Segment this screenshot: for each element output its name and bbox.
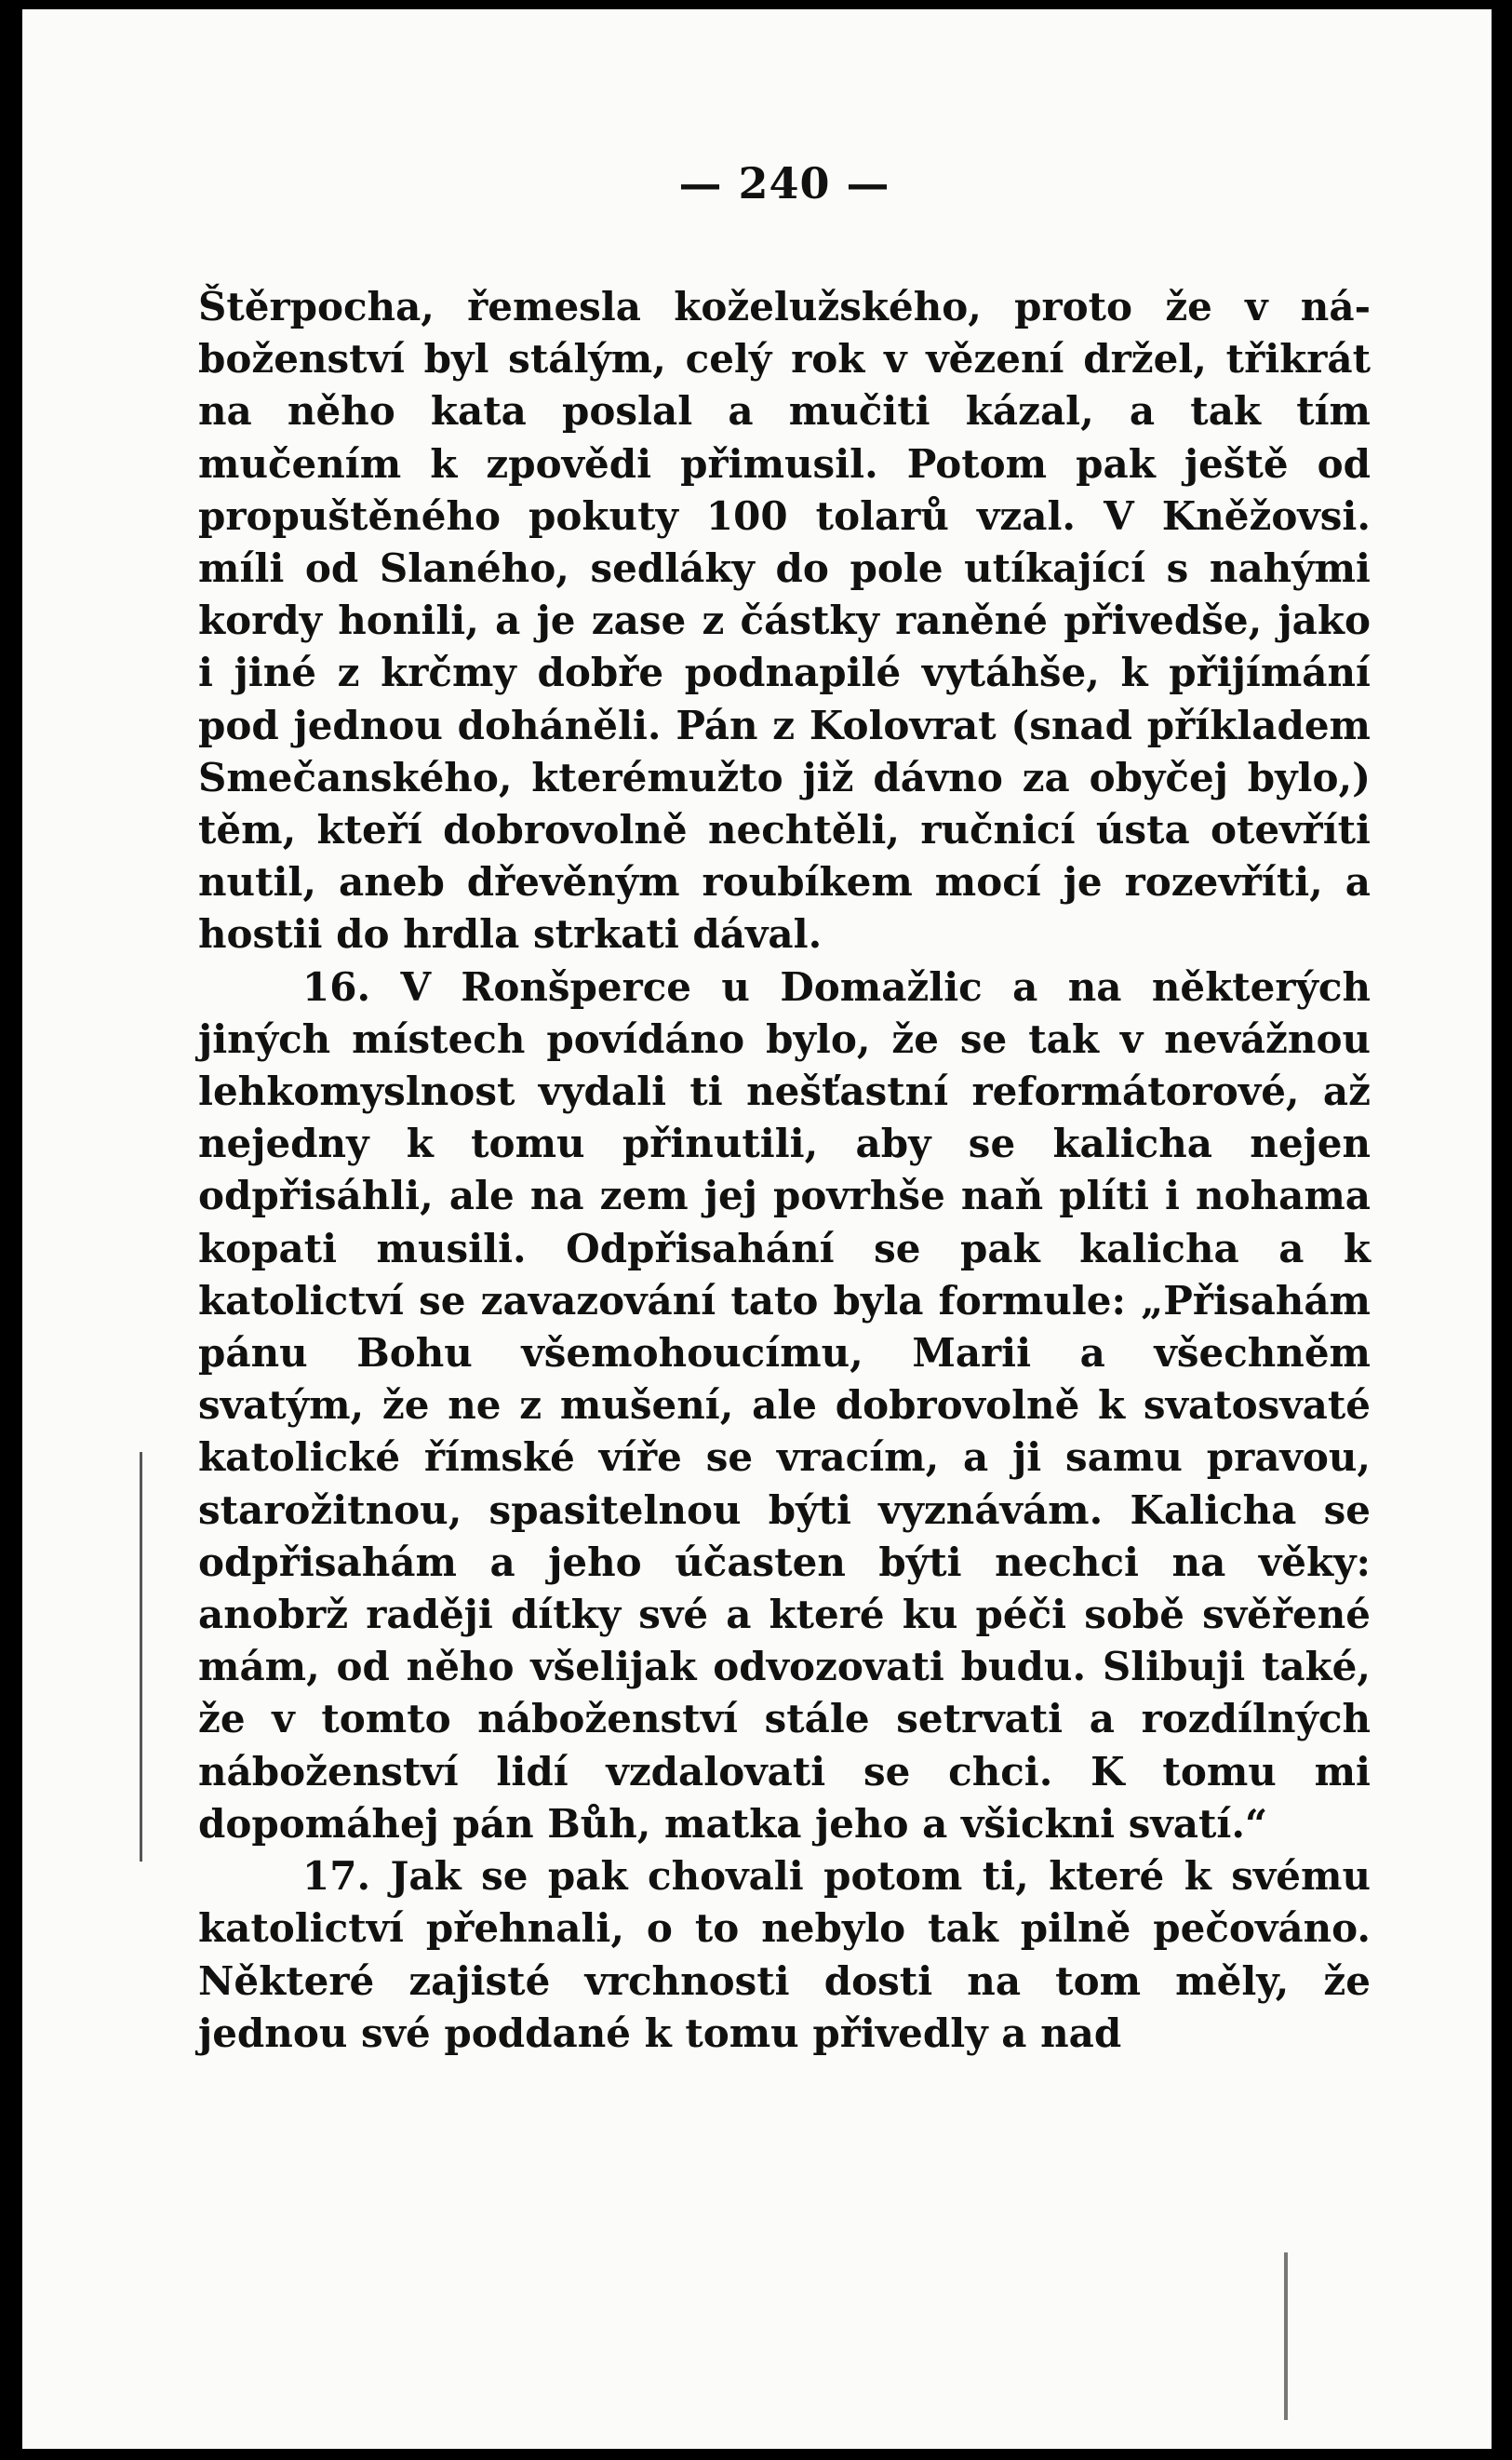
paragraph: 16. V Ronšperce u Domažlic a na některých jiných místech povídáno bylo, že se tak v nevážnou lehkomyslnost vydali ti nešťastní reformátorové, až nejedny k tomu přinutili, aby se kalicha nejen odpřisáhli, ale na zem jej povrhše naň plíti i nohama kopati musili. Odpřisahání se pak kalicha a k katolictví se zavazování tato byla formule: „Přisahám pánu Bohu všemohoucímu, Marii a všechněm svatým, že ne z mušení, ale dobrovolně k svatosvaté katolické římské víře se vracím, a ji samu pravou, starožitnou, spasitelnou býti vyznávám. Kalicha se odpřisahám a jeho účasten býti nechci na věky: anobrž raději dítky své a které ku péči sobě svěřené mám, od něho všelijak odvozovati budu. Slibuji také, že v tomto náboženství stále setrvati a rozdílných náboženství lidí vzdalovati se chci. K tomu mi dopomáhej pán Bůh, matka jeho a všickni svatí.“ (198, 963, 1371, 1847)
scan-margin-mark (140, 1452, 142, 1862)
page-number: — 240 — (678, 158, 890, 208)
book-page (198, 158, 1371, 2060)
scan-border-right (1492, 0, 1512, 2460)
scan-border-left (0, 0, 22, 2460)
paragraph: Štěrpocha, řemesla koželužského, proto že v náboženství byl stálým, celý rok v vězení držel, třikrát na něho kata poslal a mučiti kázal, a tak tím mučením k zpovědi přimusil. Potom pak ještě od propuštěného pokuty 100 tolarů vzal. V Kněžovsi. míli od Slaného, sedláky do pole utíkající s nahými kordy honili, a je zase z částky raněné přivedše, jako i jiné z krčmy dobře podnapilé vytáhše, k přijímání pod jednou doháněli. Pán z Kolovrat (snad příkladem Smečanského, kterémužto již dávno za obyčej bylo,) těm, kteří dobrovolně nechtěli, ručnicí ústa otevříti nutil, aneb dřevěným roubíkem mocí je rozevříti, a hostii do hrdla strkati dával. (198, 284, 1371, 958)
scan-border-top (0, 0, 1512, 9)
scan-margin-mark (1284, 2252, 1288, 2420)
paragraph: 17. Jak se pak chovali potom ti, které k svému katolictví přehnali, o to nebylo tak pilně pečováno. Některé zajisté vrchnosti dosti na tom měly, že jednou své poddané k tomu přivedly a nad (198, 1853, 1371, 2056)
scan-border-bottom (0, 2449, 1512, 2460)
